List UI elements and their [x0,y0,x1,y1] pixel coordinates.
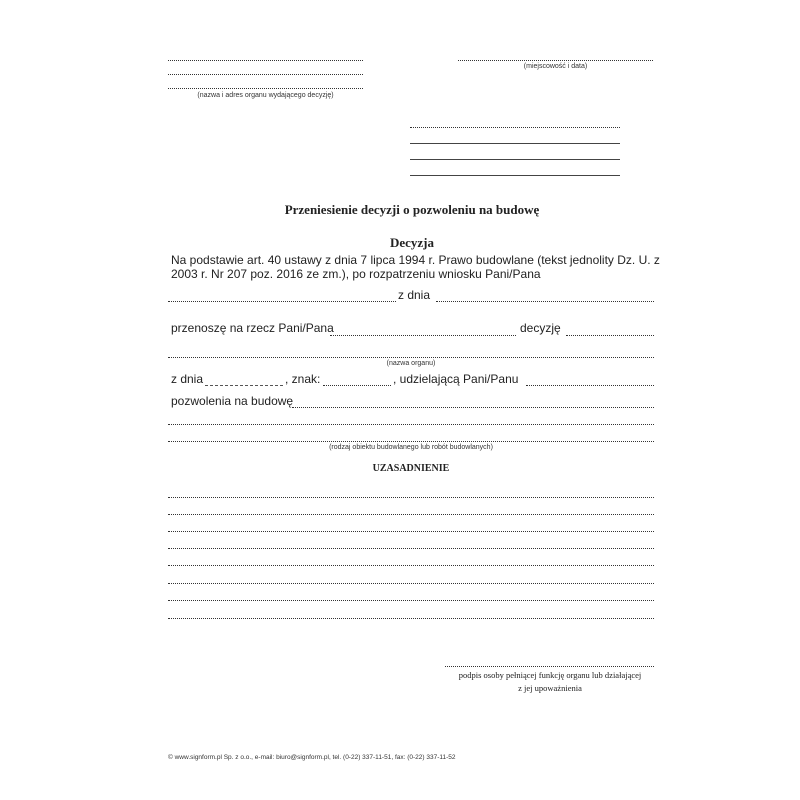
organ-name-field[interactable] [168,357,654,358]
addressee-line-1 [410,127,620,128]
applicant-name-field[interactable] [168,301,396,302]
addressee-line-2 [410,143,620,144]
addressee-line-4 [410,175,620,176]
justification-line-1[interactable] [168,497,654,498]
issuer-line-2 [168,74,363,75]
place-date-caption: (miejscowość i data) [523,63,588,70]
justification-line-4[interactable] [168,548,654,549]
construction-object-field-3[interactable] [168,441,654,442]
justification-line-6[interactable] [168,583,654,584]
signature-caption-1: podpis osoby pełniącej funkcję organu lub działającej [458,670,642,680]
intro-line-2: 2003 r. Nr 207 poz. 2016 ze zm.), po rozpatrzeniu wniosku Pani/Pana [171,267,541,281]
issuer-line-1 [168,60,363,61]
grantee-field[interactable] [526,385,654,386]
justification-heading: UZASADNIENIE [372,463,450,474]
decision-heading: Decyzja [389,235,435,250]
organ-caption: (nazwa organu) [386,360,436,367]
addressee-line-3 [410,159,620,160]
signature-caption-2: z jej upoważnienia [518,683,582,693]
application-date-field[interactable] [436,301,654,302]
decision-label: decyzję [520,321,561,335]
justification-line-8[interactable] [168,618,654,619]
document-title: Przeniesienie decyzji o pozwoleniu na budowę [284,202,540,217]
granting-label: , udzielającą Pani/Panu [393,372,519,386]
issuer-caption: (nazwa i adres organu wydającego decyzję) [197,92,334,99]
justification-line-7[interactable] [168,600,654,601]
intro-line-1: Na podstawie art. 40 ustawy z dnia 7 lipca 1994 r. Prawo budowlane (tekst jednolity Dz. U. z [171,253,660,267]
footer-copyright: © www.signform.pl Sp. z o.o., e-mail: biuro@signform.pl, tel. (0-22) 337-11-51, fax: (0-22) 337-11-52 [168,754,456,761]
reference-label: , znak: [285,372,321,386]
transferee-field[interactable] [330,335,516,336]
signature-line[interactable] [445,666,654,667]
justification-line-5[interactable] [168,565,654,566]
decision-number-field[interactable] [566,335,654,336]
justification-line-2[interactable] [168,514,654,515]
justification-line-3[interactable] [168,531,654,532]
decision-date-field[interactable] [205,385,283,386]
transfer-label: przenoszę na rzecz Pani/Pana [171,321,334,335]
permit-label: pozwolenia na budowę [171,394,294,408]
object-caption: (rodzaj obiektu budowlanego lub robót budowlanych) [329,444,493,451]
construction-object-field-1[interactable] [292,407,654,408]
reference-field[interactable] [323,385,391,386]
date-label-1: z dnia [398,288,431,302]
issuer-line-3 [168,88,363,89]
date-label-2: z dnia [171,372,204,386]
construction-object-field-2[interactable] [168,424,654,425]
place-date-line [458,60,653,61]
